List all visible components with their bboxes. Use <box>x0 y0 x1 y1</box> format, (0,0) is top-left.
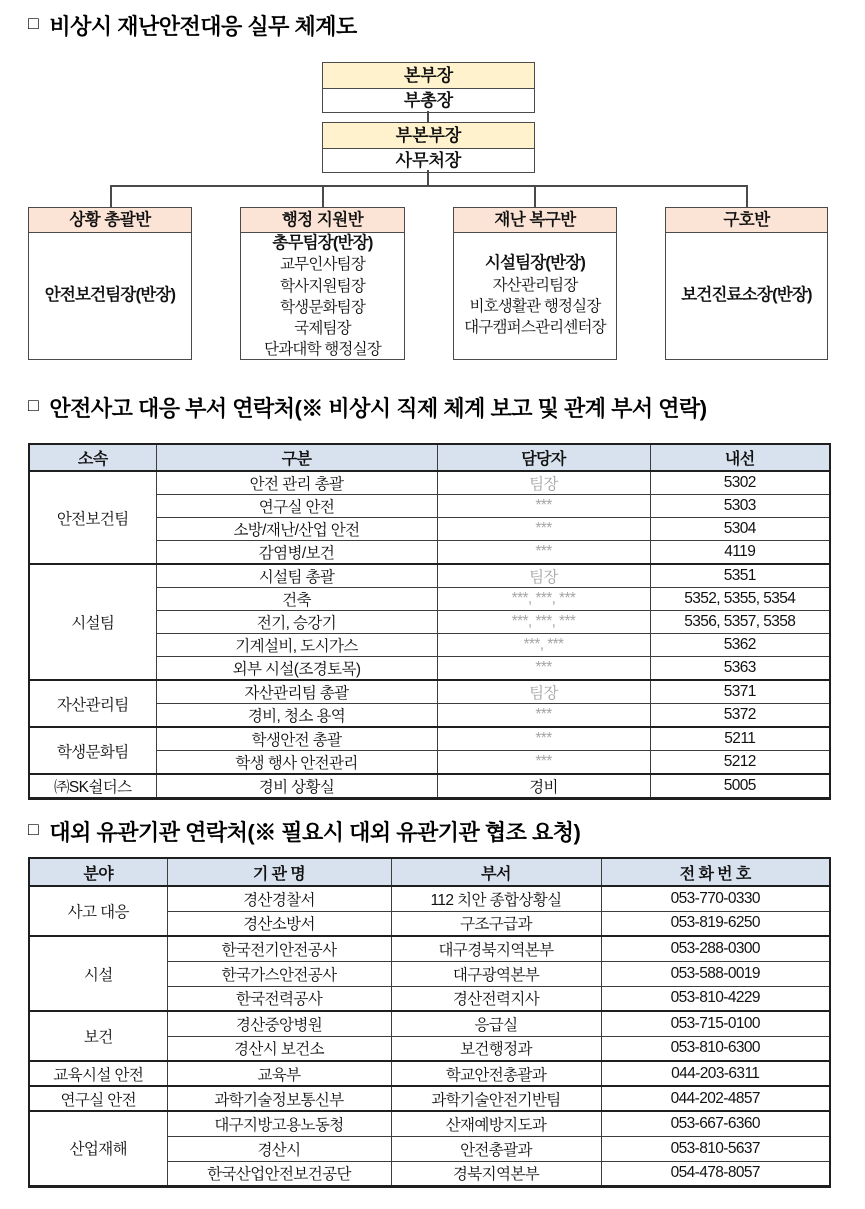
dept-contact-table <box>28 443 831 800</box>
connector-line <box>110 185 112 207</box>
cell-person: 팀장 <box>437 680 650 704</box>
cell-person: ***, ***, *** <box>437 588 650 611</box>
table-row <box>29 727 830 751</box>
cell-phone: 044-202-4857 <box>601 1086 830 1111</box>
cell-dept: 112 치안 종합상황실 <box>391 886 601 911</box>
cell-category: 연구실 안전 <box>156 495 437 518</box>
col-header-org: 기 관 명 <box>167 858 391 886</box>
connector-line <box>110 185 748 187</box>
cell-group: 안전보건팀 <box>29 471 156 564</box>
cell-dept: 경북지역본부 <box>391 1161 601 1186</box>
cell-ext: 5302 <box>650 471 830 495</box>
cell-phone: 054-478-8057 <box>601 1161 830 1186</box>
connector-line <box>322 185 324 207</box>
org-box-deputy-director <box>322 122 535 173</box>
cell-group: 시설팀 <box>29 564 156 680</box>
table-row <box>29 936 830 961</box>
cell-ext: 5363 <box>650 657 830 681</box>
cell-org: 경산경찰서 <box>167 886 391 911</box>
cell-ext: 5212 <box>650 751 830 775</box>
branch-member: 학생문화팀장 <box>279 298 366 316</box>
section-title-org <box>28 10 357 41</box>
col-header-group: 소속 <box>29 444 156 471</box>
cell-category: 시설팀 총괄 <box>156 564 437 588</box>
cell-phone: 053-667-6360 <box>601 1111 830 1136</box>
cell-field: 산업재해 <box>29 1111 167 1186</box>
cell-person: *** <box>437 704 650 728</box>
cell-org: 경산소방서 <box>167 911 391 936</box>
col-header-ext: 내선 <box>650 444 830 471</box>
table-row <box>29 886 830 911</box>
cell-person: ***, ***, *** <box>437 611 650 634</box>
cell-ext: 5303 <box>650 495 830 518</box>
cell-ext: 5352, 5355, 5354 <box>650 588 830 611</box>
table-row <box>29 564 830 588</box>
col-header-person: 담당자 <box>437 444 650 471</box>
table-row <box>29 1061 830 1086</box>
cell-category: 감염병/보건 <box>156 541 437 565</box>
cell-org: 한국전력공사 <box>167 986 391 1011</box>
connector-line <box>427 111 429 122</box>
org-box-head-director <box>322 62 535 113</box>
connector-line <box>746 185 748 207</box>
branch-box-admin-support <box>240 207 405 360</box>
cell-person: *** <box>437 727 650 751</box>
cell-ext: 5372 <box>650 704 830 728</box>
cell-dept: 보건행정과 <box>391 1036 601 1061</box>
cell-field: 시설 <box>29 936 167 1011</box>
external-contact-table <box>28 857 831 1188</box>
cell-phone: 053-715-0100 <box>601 1011 830 1036</box>
branch-box-relief <box>665 207 828 360</box>
branch-member: 비호생활관 행정실장 <box>469 298 601 315</box>
cell-category: 소방/재난/산업 안전 <box>156 518 437 541</box>
table-row <box>29 471 830 495</box>
square-bullet-icon: □ <box>28 819 39 839</box>
cell-dept: 산재예방지도과 <box>391 1111 601 1136</box>
org-box-title: 부본부장 <box>323 123 534 149</box>
org-box-name: 사무처장 <box>395 151 462 170</box>
cell-field: 교육시설 안전 <box>29 1061 167 1086</box>
table-row <box>29 1011 830 1036</box>
table-header-row <box>29 858 830 886</box>
cell-group: 학생문화팀 <box>29 727 156 774</box>
connector-line <box>427 170 429 186</box>
col-header-phone: 전 화 번 호 <box>601 858 830 886</box>
table-row <box>29 1111 830 1136</box>
cell-ext: 5362 <box>650 634 830 657</box>
cell-ext: 5304 <box>650 518 830 541</box>
cell-phone: 053-819-6250 <box>601 911 830 936</box>
cell-phone: 044-203-6311 <box>601 1061 830 1086</box>
branch-title: 구호반 <box>666 208 827 233</box>
cell-dept: 대구경북지역본부 <box>391 936 601 961</box>
branch-member: 대구캠퍼스관리센터장 <box>464 319 606 337</box>
table-row <box>29 774 830 799</box>
cell-ext: 5371 <box>650 680 830 704</box>
table-row <box>29 1086 830 1111</box>
branch-member: 시설팀장(반장) <box>484 254 586 273</box>
cell-ext: 5351 <box>650 564 830 588</box>
cell-person: *** <box>437 495 650 518</box>
cell-category: 외부 시설(조경토목) <box>156 657 437 681</box>
branch-member: 자산관리팀장 <box>492 276 578 294</box>
table-row <box>29 680 830 704</box>
branch-member: 국제팀장 <box>294 320 351 338</box>
section-title-dept-contacts <box>28 392 707 423</box>
cell-ext: 5356, 5357, 5358 <box>650 611 830 634</box>
branch-box-situation-control <box>28 207 192 360</box>
cell-person: *** <box>437 751 650 775</box>
branch-member: 보건진료소장(반장) <box>681 286 812 305</box>
cell-ext: 4119 <box>650 541 830 565</box>
cell-org: 경산시 보건소 <box>167 1036 391 1061</box>
cell-phone: 053-810-5637 <box>601 1136 830 1161</box>
cell-category: 기계설비, 도시가스 <box>156 634 437 657</box>
cell-org: 경산중앙병원 <box>167 1011 391 1036</box>
cell-category: 자산관리팀 총괄 <box>156 680 437 704</box>
cell-category: 전기, 승강기 <box>156 611 437 634</box>
cell-category: 학생 행사 안전관리 <box>156 751 437 775</box>
cell-person: 경비 <box>437 774 650 799</box>
cell-person: *** <box>437 657 650 681</box>
square-bullet-icon: □ <box>28 13 39 33</box>
cell-org: 한국전기안전공사 <box>167 936 391 961</box>
cell-category: 안전 관리 총괄 <box>156 471 437 495</box>
section-title-text: 대외 유관기관 연락처(※ 필요시 대외 유관기관 협조 요청) <box>49 820 581 845</box>
cell-person: *** <box>437 518 650 541</box>
cell-ext: 5211 <box>650 727 830 751</box>
branch-member: 학사지원팀장 <box>279 277 366 295</box>
section-title-external-contacts <box>28 816 580 847</box>
branch-title: 상황 총괄반 <box>29 208 191 233</box>
cell-ext: 5005 <box>650 774 830 799</box>
connector-line <box>534 185 536 207</box>
cell-org: 과학기술정보통신부 <box>167 1086 391 1111</box>
branch-member: 안전보건팀장(반장) <box>44 286 176 305</box>
cell-group: ㈜SK쉴더스 <box>29 774 156 799</box>
cell-field: 보건 <box>29 1011 167 1061</box>
cell-field: 연구실 안전 <box>29 1086 167 1111</box>
cell-phone: 053-810-6300 <box>601 1036 830 1061</box>
cell-field: 사고 대응 <box>29 886 167 936</box>
cell-org: 한국가스안전공사 <box>167 961 391 986</box>
cell-phone: 053-810-4229 <box>601 986 830 1011</box>
square-bullet-icon: □ <box>28 395 39 415</box>
branch-member: 교무인사팀장 <box>279 256 366 274</box>
cell-dept: 안전총괄과 <box>391 1136 601 1161</box>
cell-dept: 응급실 <box>391 1011 601 1036</box>
org-box-name: 부총장 <box>403 91 454 110</box>
org-box-title: 본부장 <box>323 63 534 89</box>
branch-title: 행정 지원반 <box>241 208 404 233</box>
col-header-field: 분야 <box>29 858 167 886</box>
cell-person: *** <box>437 541 650 565</box>
branch-title: 재난 복구반 <box>454 208 616 233</box>
section-title-text: 안전사고 대응 부서 연락처(※ 비상시 직제 체계 보고 및 관계 부서 연락) <box>49 396 707 421</box>
branch-box-disaster-recovery <box>453 207 617 360</box>
cell-category: 경비 상황실 <box>156 774 437 799</box>
cell-category: 학생안전 총괄 <box>156 727 437 751</box>
cell-person: 팀장 <box>437 564 650 588</box>
cell-org: 교육부 <box>167 1061 391 1086</box>
cell-person: 팀장 <box>437 471 650 495</box>
branch-member: 총무팀장(반장) <box>272 234 373 252</box>
cell-org: 경산시 <box>167 1136 391 1161</box>
cell-org: 대구지방고용노동청 <box>167 1111 391 1136</box>
cell-group: 자산관리팀 <box>29 680 156 727</box>
cell-dept: 구조구급과 <box>391 911 601 936</box>
branch-member: 단과대학 행정실장 <box>264 341 381 359</box>
cell-dept: 경산전력지사 <box>391 986 601 1011</box>
cell-dept: 대구광역본부 <box>391 961 601 986</box>
table-header-row <box>29 444 830 471</box>
cell-dept: 과학기술안전기반팀 <box>391 1086 601 1111</box>
section-title-text: 비상시 재난안전대응 실무 체계도 <box>49 14 357 39</box>
cell-phone: 053-770-0330 <box>601 886 830 911</box>
cell-dept: 학교안전총괄과 <box>391 1061 601 1086</box>
cell-phone: 053-288-0300 <box>601 936 830 961</box>
cell-phone: 053-588-0019 <box>601 961 830 986</box>
col-header-category: 구분 <box>156 444 437 471</box>
cell-category: 건축 <box>156 588 437 611</box>
col-header-dept: 부서 <box>391 858 601 886</box>
cell-person: ***, *** <box>437 634 650 657</box>
cell-category: 경비, 청소 용역 <box>156 704 437 728</box>
cell-org: 한국산업안전보건공단 <box>167 1161 391 1186</box>
